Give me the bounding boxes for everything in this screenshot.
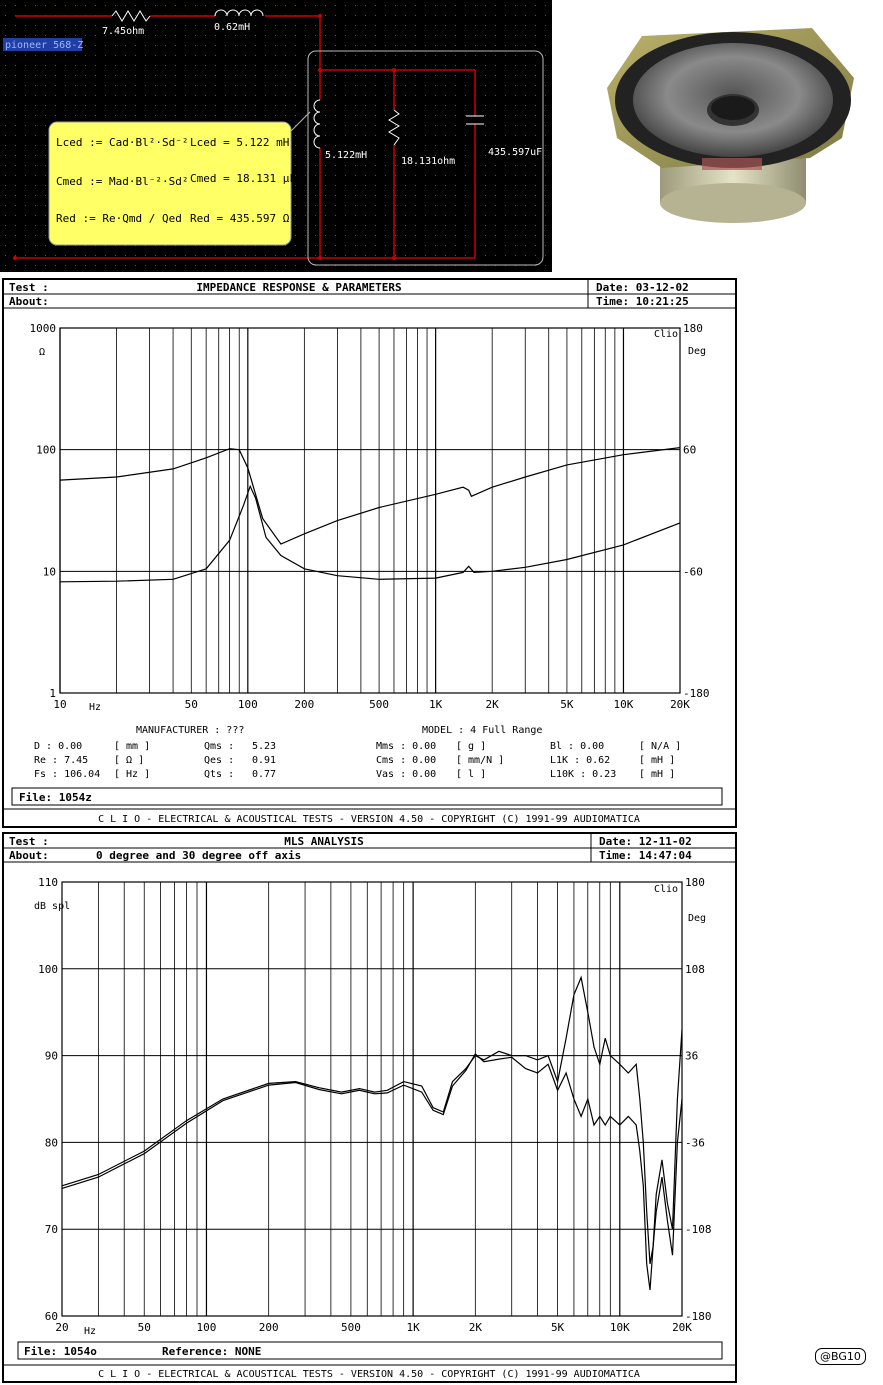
reference-text: Reference: NONE — [162, 1345, 262, 1358]
about-text: 0 degree and 30 degree off axis — [96, 849, 302, 862]
parameter-cell: Qts : — [204, 769, 235, 780]
x-tick-label: 500 — [369, 698, 390, 711]
credit-badge: @BG10 — [815, 1348, 866, 1365]
parameter-cell: Qes : — [204, 755, 235, 766]
parameter-cell: Mms : 0.00 — [376, 741, 437, 752]
about-label: About: — [9, 295, 49, 308]
x-tick-label: 10K — [613, 698, 634, 711]
x-unit-label: Hz — [84, 1326, 97, 1337]
x-tick-label: 50 — [137, 1321, 151, 1334]
x-tick-label: 200 — [258, 1321, 279, 1334]
parameter-cell: [ mH ] — [639, 769, 676, 780]
x-tick-label: 20K — [670, 698, 690, 711]
mls-report-panel — [2, 832, 737, 1383]
y-unit-label: Ω — [39, 347, 46, 358]
x-tick-label: 20 — [55, 1321, 69, 1334]
x-tick-label: 10 — [53, 698, 67, 711]
test-title: MLS ANALYSIS — [284, 835, 364, 848]
impedance-phase-curve — [60, 448, 680, 544]
x-tick-label: 50 — [184, 698, 198, 711]
impedance-plot-area — [30, 322, 710, 711]
parameter-cell: Vas : 0.00 — [376, 769, 437, 780]
equation-lced: Lced := Cad·Bl²·Sd⁻² — [56, 136, 189, 149]
clio-brand: Clio — [654, 329, 679, 340]
value-lced: Lced = 5.122 mH — [190, 136, 290, 149]
file-name: File: 1054z — [19, 791, 92, 804]
parameter-cell: Bl : 0.00 — [550, 741, 605, 752]
equivalent-circuit-schematic — [0, 0, 552, 272]
footer-text: C L I O - ELECTRICAL & ACOUSTICAL TESTS - VERSION 4.50 - COPYRIGHT (C) 1991-99 AUDIOMATICA — [98, 814, 640, 825]
y2-unit-label: Deg — [688, 346, 707, 357]
y2-unit-label: Deg — [688, 913, 707, 924]
y2-tick-label: -180 — [685, 1310, 712, 1323]
x-unit-label: Hz — [89, 702, 102, 713]
mls-plot-area — [38, 876, 711, 1334]
report-time: Time: 10:21:25 — [596, 295, 689, 308]
parallel-inductor-label: 5.122mH — [325, 150, 368, 161]
y-tick-label: 70 — [44, 1223, 58, 1237]
test-label: Test : — [9, 835, 49, 848]
spl-30-degree-curve — [62, 1054, 682, 1290]
parameter-cell: L1K : 0.62 — [550, 755, 611, 766]
y2-tick-label: 180 — [685, 876, 705, 889]
parameter-cell: Qms : — [204, 741, 235, 752]
y-tick-label: 60 — [44, 1310, 58, 1323]
parameter-cell: [ mm ] — [114, 741, 151, 752]
parameters-table — [34, 741, 681, 780]
mls-chart-svg — [4, 834, 735, 1381]
about-label: About: — [9, 849, 49, 862]
y2-tick-label: 60 — [683, 443, 697, 457]
parameter-cell: [ g ] — [456, 741, 487, 752]
y2-tick-label: -180 — [683, 687, 710, 700]
parallel-capacitor-label: 435.597uF — [488, 147, 543, 158]
y-tick-label: 1000 — [29, 322, 56, 335]
y2-tick-label: -36 — [685, 1136, 705, 1150]
y2-tick-label: 180 — [683, 322, 703, 335]
parameter-cell: [ mm/N ] — [456, 755, 505, 766]
report-date: Date: 03-12-02 — [596, 281, 689, 294]
y-tick-label: 110 — [38, 876, 58, 889]
parameter-cell: [ l ] — [456, 769, 487, 780]
series-resistor-label: 7.45ohm — [102, 26, 145, 37]
test-title: IMPEDANCE RESPONSE & PARAMETERS — [196, 281, 402, 294]
parameter-cell: Re : 7.45 — [34, 755, 89, 766]
parameter-cell: 0.91 — [252, 755, 277, 766]
x-tick-label: 100 — [196, 1321, 217, 1334]
impedance-chart-svg — [4, 280, 735, 826]
parameter-cell: [ N/A ] — [639, 741, 682, 752]
parameter-cell: Fs : 106.04 — [34, 769, 101, 780]
model-text: MODEL : 4 Full Range — [422, 725, 543, 736]
value-red: Red = 435.597 Ω — [190, 212, 290, 225]
speaker-driver-photo — [602, 18, 864, 240]
y-tick-label: 1 — [49, 687, 56, 700]
parameter-cell: 5.23 — [252, 741, 277, 752]
y-tick-label: 80 — [44, 1136, 58, 1150]
impedance-report-panel — [2, 278, 737, 828]
x-tick-label: 2K — [468, 1321, 482, 1334]
y-tick-label: 100 — [36, 443, 56, 457]
parameter-cell: [ mH ] — [639, 755, 676, 766]
spl-0-degree-curve — [62, 978, 682, 1264]
parameter-cell: L10K : 0.23 — [550, 769, 617, 780]
test-label: Test : — [9, 281, 49, 294]
schematic-svg — [0, 0, 552, 272]
plot-frame — [62, 882, 682, 1316]
x-tick-label: 20K — [672, 1321, 692, 1334]
clio-brand: Clio — [654, 884, 679, 895]
x-tick-label: 10K — [609, 1321, 630, 1334]
y-unit-label: dB spl — [34, 901, 71, 912]
y2-tick-label: 108 — [685, 962, 705, 976]
x-tick-label: 5K — [550, 1321, 565, 1334]
x-tick-label: 1K — [429, 698, 443, 711]
equation-cmed: Cmed := Mad·Bl⁻²·Sd² — [56, 175, 189, 188]
report-date: Date: 12-11-02 — [599, 835, 692, 848]
parameter-cell: Cms : 0.00 — [376, 755, 437, 766]
value-cmed: Cmed = 18.131 μF — [190, 172, 296, 185]
y2-tick-label: -108 — [685, 1223, 712, 1237]
impedance-magnitude-curve — [60, 486, 680, 582]
manufacturer-text: MANUFACTURER : ??? — [136, 725, 245, 736]
parameter-cell: [ Ω ] — [114, 755, 145, 766]
equation-red: Red := Re·Qmd / Qed — [56, 212, 182, 225]
parameter-cell: [ Hz ] — [114, 769, 151, 780]
x-tick-label: 100 — [237, 698, 258, 711]
report-time: Time: 14:47:04 — [599, 849, 692, 862]
y2-tick-label: 36 — [685, 1049, 699, 1063]
file-name: File: 1054o — [24, 1345, 97, 1358]
x-tick-label: 5K — [560, 698, 574, 711]
parallel-resistor-label: 18.131ohm — [401, 156, 456, 167]
y2-tick-label: -60 — [683, 565, 703, 579]
x-tick-label: 500 — [340, 1321, 361, 1334]
part-label: pioneer 568-Z — [5, 40, 84, 51]
y-tick-label: 10 — [42, 565, 56, 579]
series-inductor-label: 0.62mH — [214, 22, 251, 33]
y-tick-label: 90 — [44, 1049, 58, 1063]
x-tick-label: 1K — [406, 1321, 420, 1334]
x-tick-label: 200 — [294, 698, 315, 711]
footer-text: C L I O - ELECTRICAL & ACOUSTICAL TESTS - VERSION 4.50 - COPYRIGHT (C) 1991-99 AUDIOMATICA — [98, 1369, 640, 1380]
parameter-cell: D : 0.00 — [34, 741, 83, 752]
parameter-cell: 0.77 — [252, 769, 277, 780]
x-tick-label: 2K — [485, 698, 499, 711]
y-tick-label: 100 — [38, 962, 58, 976]
